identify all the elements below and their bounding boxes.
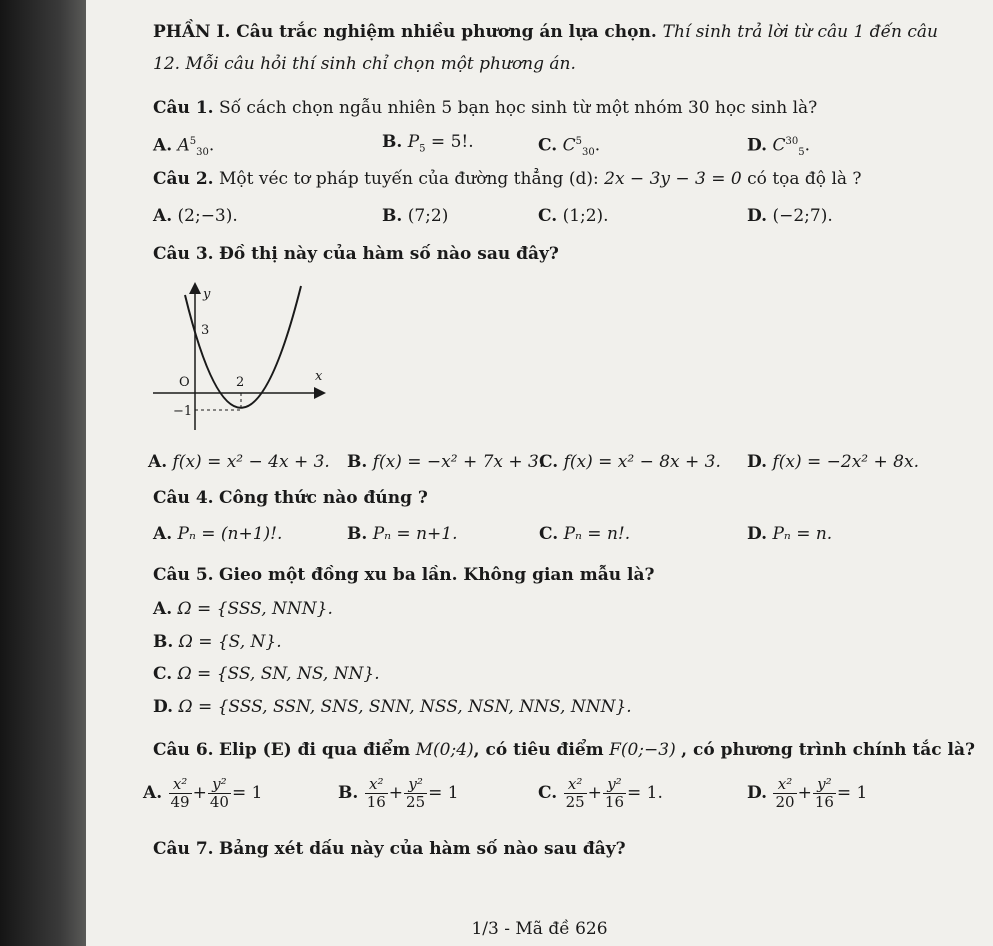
origin-label: O bbox=[179, 375, 190, 390]
question-2: Câu 2. Một véc tơ pháp tuyến của đường thẳng (d): 2x − 3y − 3 = 0 có tọa độ là ? bbox=[153, 169, 862, 189]
page-footer: 1/3 - Mã đề 626 bbox=[471, 919, 608, 939]
q2-option-c: C. (1;2). bbox=[538, 206, 609, 226]
question-1: Câu 1. Số cách chọn ngẫu nhiên 5 bạn học sinh từ một nhóm 30 học sinh là? bbox=[153, 98, 818, 118]
q5-option-b: B. Ω = {S, N}. bbox=[153, 632, 282, 652]
q6-option-d: D. $\frac{\text{x²}}{20}$ + $\frac{\text{y²}}{16}$ = 1 bbox=[747, 775, 868, 811]
q6-option-a: A. $\frac{\text{x²}}{49}$ + $\frac{\text{y²}}{40}$ = 1 bbox=[143, 775, 263, 811]
q4-option-a: A. Pₙ = (n+1)!. bbox=[153, 524, 283, 544]
q2-option-b: B. (7;2) bbox=[382, 206, 449, 226]
question-6: Câu 6. Elip (E) đi qua điểm M(0;4), có tiêu điểm F(0;−3) , có phương trình chính tắc là? bbox=[153, 740, 975, 760]
part-instruction: 12. Mỗi câu hỏi thí sinh chỉ chọn một phương án. bbox=[153, 54, 576, 74]
q1-option-b: B. $P_5 = 5$!. bbox=[382, 132, 474, 155]
question-4: Câu 4. Công thức nào đúng ? bbox=[153, 488, 428, 508]
tick-label-minus1: −1 bbox=[173, 404, 193, 419]
q3-option-c: C. f(x) = x² − 8x + 3. bbox=[539, 452, 721, 472]
q1-option-c: C. $C^5_{30}$. bbox=[538, 135, 601, 159]
q4-option-b: B. Pₙ = n+1. bbox=[347, 524, 458, 544]
q6-option-c: C. $\frac{\text{x²}}{25}$ + $\frac{\text{y²}}{16}$ = 1. bbox=[538, 775, 663, 811]
y-axis-label: y bbox=[203, 287, 211, 302]
question-3: Câu 3. Đồ thị này của hàm số nào sau đây? bbox=[153, 244, 559, 264]
q4-option-c: C. Pₙ = n!. bbox=[539, 524, 631, 544]
tick-label-3: 3 bbox=[201, 323, 210, 338]
part-title: PHẦN I. Câu trắc nghiệm nhiều phương án lựa chọn. Thí sinh trả lời từ câu 1 đến câu bbox=[153, 22, 938, 42]
q3-option-a: A. f(x) = x² − 4x + 3. bbox=[148, 452, 330, 472]
tick-label-2: 2 bbox=[236, 375, 245, 390]
q6-option-b: B. $\frac{\text{x²}}{16}$ + $\frac{\text{y²}}{25}$ = 1 bbox=[338, 775, 459, 811]
parabola-graph bbox=[143, 280, 328, 440]
q5-option-a: A. Ω = {SSS, NNN}. bbox=[153, 599, 333, 619]
q3-option-d: D. f(x) = −2x² + 8x. bbox=[747, 452, 919, 472]
q4-option-d: D. Pₙ = n. bbox=[747, 524, 833, 544]
x-axis-label: x bbox=[315, 369, 323, 384]
q2-option-a: A. (2;−3). bbox=[153, 206, 238, 226]
q3-option-b: B. f(x) = −x² + 7x + 3. bbox=[347, 452, 545, 472]
question-7: Câu 7. Bảng xét dấu này của hàm số nào sau đây? bbox=[153, 839, 626, 859]
q2-option-d: D. (−2;7). bbox=[747, 206, 833, 226]
q5-option-c: C. Ω = {SS, SN, NS, NN}. bbox=[153, 664, 380, 684]
q1-option-d: D. $C^{30}_5$. bbox=[747, 135, 810, 159]
question-5: Câu 5. Gieo một đồng xu ba lần. Không gian mẫu là? bbox=[153, 565, 655, 585]
q1-option-a: A. $A^5_{30}$. bbox=[153, 135, 215, 159]
q5-option-d: D. Ω = {SSS, SSN, SNS, SNN, NSS, NSN, NNS, NNN}. bbox=[153, 697, 632, 717]
desk-shadow bbox=[0, 0, 86, 946]
